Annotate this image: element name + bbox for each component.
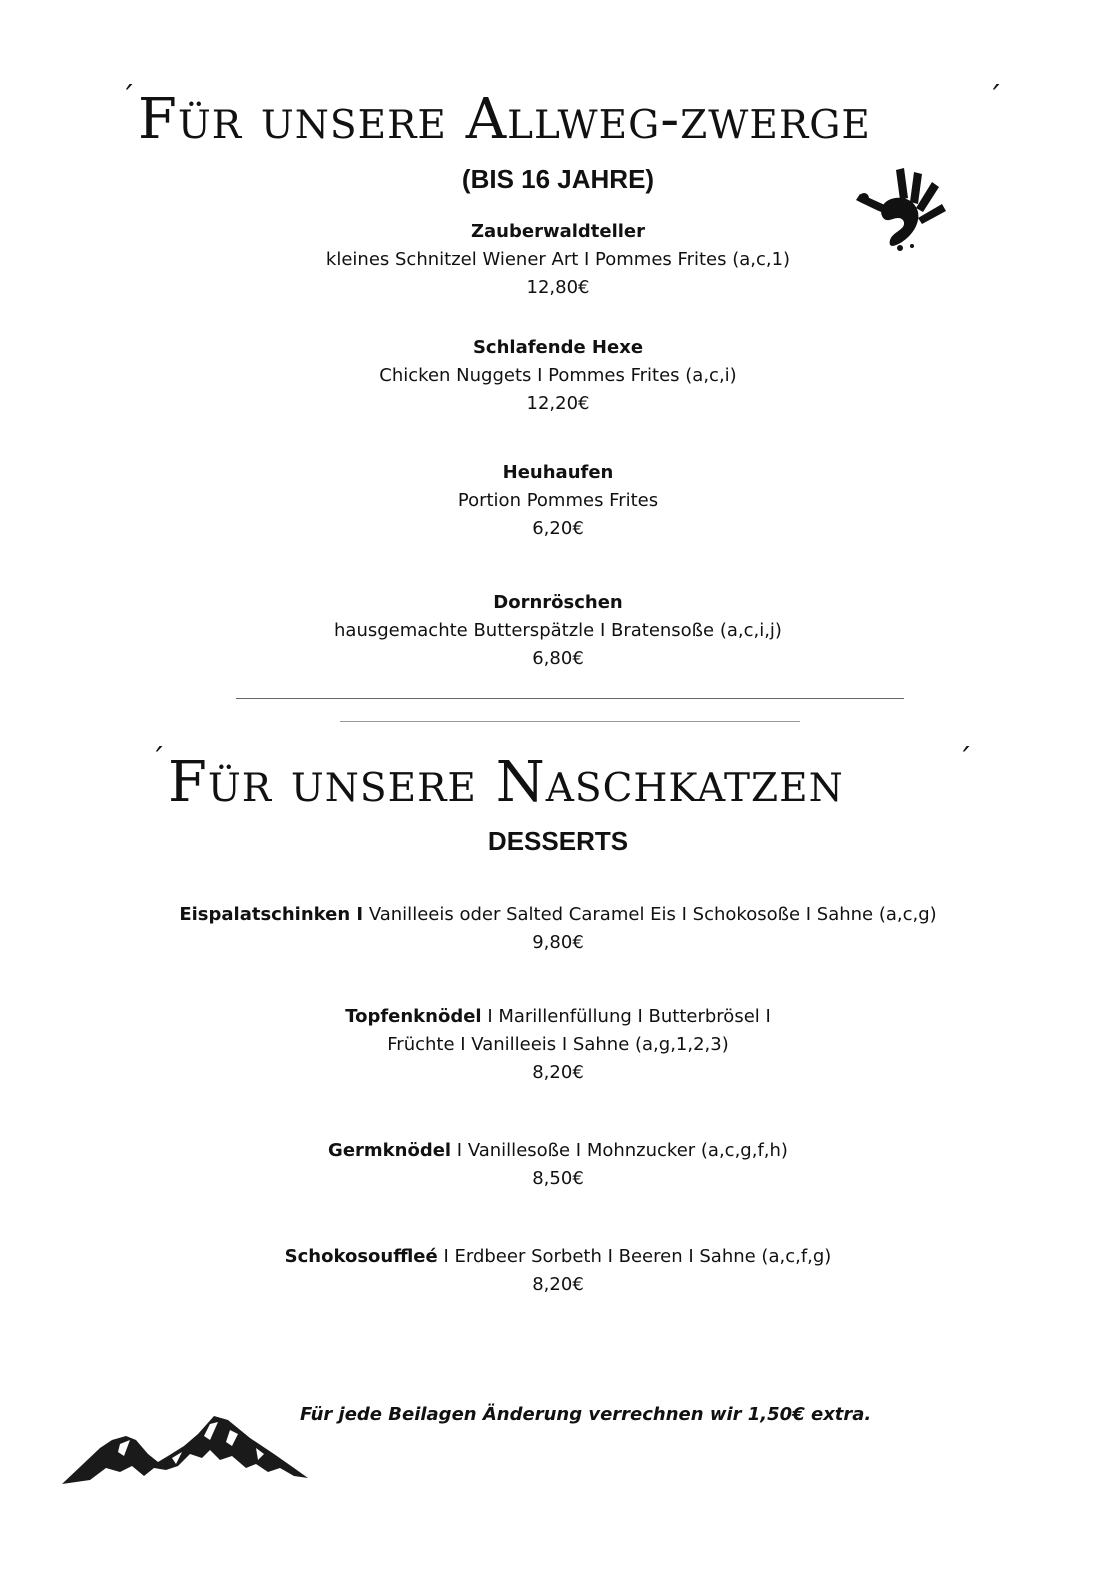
dessert-menu-item: [0, 1003, 1116, 1087]
item-description: kleines Schnitzel Wiener Art I Pommes Frites (a,c,1): [325, 249, 791, 270]
kids-menu-item: [0, 459, 1116, 543]
item-description-line2: Früchte I Vanilleeis I Sahne (a,g,1,2,3): [387, 1034, 729, 1055]
mountains-icon: [60, 1410, 310, 1492]
accent-mark: ´: [150, 743, 165, 778]
item-description: hausgemachte Butterspätzle I Bratensoße (a,c,i,j): [334, 620, 782, 641]
item-price: 6,20€: [532, 518, 584, 539]
accent-mark: ´: [957, 743, 972, 778]
footer-note: Für jede Beilagen Änderung verrechnen wir 1,50€ extra.: [300, 1404, 872, 1425]
dessert-section-title: Für unsere Naschkatzen: [168, 750, 844, 815]
kids-section-subtitle: (BIS 16 JAHRE): [461, 164, 655, 194]
item-price: 8,20€: [532, 1274, 584, 1295]
item-name: Eispalatschinken I: [179, 904, 364, 925]
dessert-section-subtitle: DESSERTS: [487, 826, 629, 856]
kids-menu-item: [0, 218, 1116, 302]
item-name: Heuhaufen: [502, 462, 614, 483]
item-price: 8,50€: [532, 1168, 584, 1189]
item-price: 6,80€: [532, 648, 584, 669]
kids-menu-item: [0, 334, 1116, 418]
accent-mark: ´: [120, 81, 135, 116]
section-divider: [236, 698, 904, 699]
item-name: Schlafende Hexe: [472, 337, 644, 358]
dessert-menu-item: [0, 1243, 1116, 1299]
item-name: Schokosouffleé: [284, 1246, 438, 1267]
item-description: Chicken Nuggets I Pommes Frites (a,c,i): [379, 365, 737, 386]
dessert-menu-item: [0, 901, 1116, 957]
item-description: Vanilleeis oder Salted Caramel Eis I Schokosoße I Sahne (a,c,g): [363, 904, 937, 925]
kids-section-title: Für unsere Allweg-zwerge: [138, 87, 871, 152]
item-name: Topfenknödel: [345, 1006, 482, 1027]
item-name: Zauberwaldteller: [470, 221, 646, 242]
item-name: Dornröschen: [493, 592, 623, 613]
dessert-menu-item: [0, 1137, 1116, 1193]
item-price: 8,20€: [532, 1062, 584, 1083]
item-description: I Vanillesoße I Mohnzucker (a,c,g,f,h): [451, 1140, 788, 1161]
item-price: 12,80€: [526, 277, 590, 298]
section-divider-short: [340, 721, 800, 722]
item-name: Germknödel: [328, 1140, 452, 1161]
item-description: Portion Pommes Frites: [457, 490, 659, 511]
item-price: 9,80€: [532, 932, 584, 953]
item-description: I Erdbeer Sorbeth I Beeren I Sahne (a,c,f,g): [437, 1246, 832, 1267]
item-price: 12,20€: [526, 393, 590, 414]
item-description: I Marillenfüllung I Butterbrösel I: [481, 1006, 771, 1027]
kids-menu-item: [0, 589, 1116, 673]
accent-mark: ´: [987, 81, 1002, 116]
